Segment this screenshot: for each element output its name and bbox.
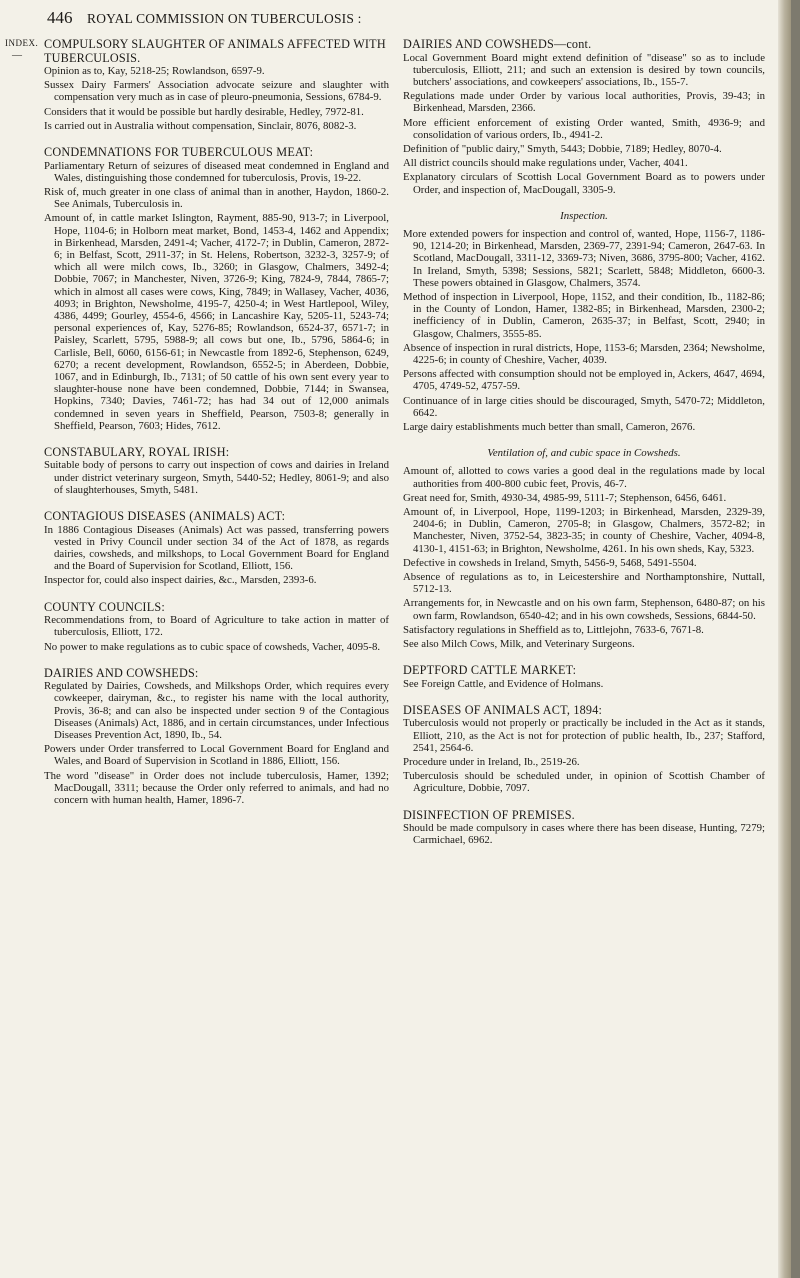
index-entry: More efficient enforcement of existing Order wanted, Smith, 4936-9; and consolidation of various orders, Ib., 4941-2. — [403, 116, 765, 141]
index-entry: Recommendations from, to Board of Agriculture to take action in matter of tuberculosis, Elliott, 172. — [44, 614, 389, 639]
section-heading: COMPULSORY SLAUGHTER OF ANIMALS AFFECTED WITH TUBERCULOSIS. — [44, 37, 386, 65]
index-entry: Local Government Board might extend definition of "disease" so as to include tuberculosis, Elliott, 211; and such an extension is desired by town councils, butchers' associations, and cowkeepers' associations, Ib., 155-7. — [403, 51, 765, 88]
index-section — [403, 447, 765, 650]
section-heading: DISEASES OF ANIMALS ACT, 1894: — [403, 702, 603, 717]
index-entry: Tuberculosis would not properly or practically be included in the Act as it stands, Elliott, 210, as the Act is not for protection of public health, Ib., 237; Stafford, 2541, 2564-6. — [403, 717, 765, 754]
index-section — [403, 210, 765, 433]
index-entry: Inspector for, could also inspect dairies, &c., Marsden, 2393-6. — [44, 574, 317, 587]
index-entry: No power to make regulations as to cubic space of cowsheds, Vacher, 4095-8. — [44, 640, 381, 653]
index-entry: Sussex Dairy Farmers' Association advocate seizure and slaughter with compensation very much as in case of pleuro-pneumonia, Sessions, 6784-9. — [44, 79, 389, 104]
index-entry: Amount of, in Liverpool, Hope, 1199-1203; in Birkenhead, Marsden, 2329-39, 2404-6; in Dublin, Cameron, 2705-8; in Glasgow, Chalmers, 3572-82; in Manchester, Niven, 3752-54, 3823-35; in county of Cheshire, Vacher, 4094-8, 4130-1, 4151-63; in Brighton, Newsholme, 4261. In his own sheds, Kay, 5323. — [403, 506, 765, 555]
section-heading: CONDEMNATIONS FOR TUBERCULOUS MEAT: — [44, 145, 314, 160]
index-entry: Arrangements for, in Newcastle and on his own farm, Stephenson, 6480-87; on his own farm, Rowlandson, 6540-42; and in his own cowsheds, Sessions, 6844-50. — [403, 597, 765, 622]
section-subheading: Ventilation of, and cubic space in Cowsheds. — [487, 447, 681, 460]
index-entry: Method of inspection in Liverpool, Hope, 1152, and their condition, Ib., 1182-86; in the County of London, Hamer, 1382-85; in Birkenhead, Marsden, 2300-2; inefficiency of in Dublin, Cameron, 2635-37; in Belfast, Scott, 2940; in Glasgow, Chalmers, 3555-85. — [403, 290, 765, 340]
index-section — [403, 809, 765, 847]
section-heading: COUNTY COUNCILS: — [44, 599, 165, 614]
index-entry: Persons affected with consumption should not be employed in, Ackers, 4647, 4694, 4705, 4749-52, 4757-59. — [403, 368, 765, 393]
index-entry: Regulated by Dairies, Cowsheds, and Milkshops Order, which requires every cowkeeper, dairyman, &c., to register his name with the local authority, Provis, 36-8; and can also be inspected under section 9 of the Contagious Diseases (Animals) Act, 1886, and in certain circumstances, under Infectious Diseases Prevention Act, 1890, Ib., 54. — [44, 680, 389, 742]
index-entry: Opinion as to, Kay, 5218-25; Rowlandson, 6597-9. — [44, 65, 265, 77]
index-section — [44, 146, 389, 432]
index-entry: Tuberculosis should be scheduled under, in opinion of Scottish Chamber of Agriculture, Dobbie, 7097. — [403, 770, 765, 795]
section-heading: DEPTFORD CATTLE MARKET: — [403, 663, 577, 678]
page-title: ROYAL COMMISSION ON TUBERCULOSIS : — [87, 11, 362, 26]
index-entry: Suitable body of persons to carry out inspection of cows and dairies in Ireland under district veterinary surgeon, Smyth, 5440-52; Hedley, 8061-9; and also of slaughterhouses, Smyth, 5481. — [44, 459, 389, 496]
index-entry: Satisfactory regulations in Sheffield as to, Littlejohn, 7633-6, 7671-8. — [403, 623, 704, 636]
index-entry: Is carried out in Australia without compensation, Sinclair, 8076, 8082-3. — [44, 119, 357, 132]
page-number: 446 — [47, 8, 73, 27]
section-heading: CONTAGIOUS DISEASES (ANIMALS) ACT: — [44, 509, 286, 524]
index-entry: Procedure under in Ireland, Ib., 2519-26. — [403, 756, 580, 769]
index-entry: Parliamentary Return of seizures of diseased meat condemned in England and Wales, distinguishing those condemned for tuberculosis, Provis, 19-22. — [44, 159, 389, 184]
index-section — [403, 38, 765, 196]
left-column — [44, 38, 389, 820]
page-edge-dark — [791, 0, 800, 1278]
index-entry: See Foreign Cattle, and Evidence of Holmans. — [403, 677, 604, 690]
index-entry: Amount of, allotted to cows varies a good deal in the regulations made by local authorities from 400-800 cubic feet, Provis, 46-7. — [403, 465, 765, 490]
index-entry: Powers under Order transferred to Local Government Board for England and Wales, and Board of Supervision in Scotland in 1886, Elliott, 156. — [44, 743, 389, 768]
index-entry: Considers that it would be possible but hardly desirable, Hedley, 7972-81. — [44, 105, 364, 118]
index-section — [44, 667, 389, 807]
index-label: INDEX. — [5, 38, 39, 48]
index-entry: Large dairy establishments much better than small, Cameron, 2676. — [403, 420, 696, 433]
index-section — [403, 664, 765, 690]
index-section — [44, 446, 389, 496]
index-entry: Absence of inspection in rural districts, Hope, 1153-6; Marsden, 2364; Newsholme, 4225-6; in county of Cheshire, Vacher, 4039. — [403, 341, 765, 366]
index-section — [44, 38, 389, 132]
section-heading: DAIRIES AND COWSHEDS: — [44, 665, 199, 680]
index-entry: The word "disease" in Order does not include tuberculosis, Hamer, 1392; MacDougall, 3311; because the Order only referred to animals, and had no concern with human health, Hamer, 1896-7. — [44, 769, 389, 807]
section-heading: CONSTABULARY, ROYAL IRISH: — [44, 444, 230, 459]
index-entry: More extended powers for inspection and control of, wanted, Hope, 1156-7, 1186-90, 1214-20; in Birkenhead, Marsden, 2369-77, 2391-94; Cameron, 2647-63. In Scotland, MacDougall, 3311-12, 3369-73; Niven, 3686, 3795-800; Vacher, 4162. In Ireland, Smyth, 5398; Sessions, 5821; Scarlett, 5848; Middleton, 6600-3. These powers obtained in Glasgow, Chalmers, 3574. — [403, 227, 765, 289]
section-subheading: Inspection. — [560, 209, 608, 222]
index-entry: Regulations made under Order by various local authorities, Provis, 39-43; in Birkenhead, Marsden, 2366. — [403, 90, 765, 115]
index-entry: All district councils should make regulations under, Vacher, 4041. — [403, 157, 688, 170]
index-section — [44, 601, 389, 653]
index-entry: In 1886 Contagious Diseases (Animals) Act was passed, transferring powers vested in Privy Council under section 34 of the Act of 1878, as regards dairies, cowsheds, and milkshops, to Local Government Board for England and the Board of Supervision for Scotland, Elliott, 156. — [44, 523, 389, 573]
section-heading: DISINFECTION OF PREMISES. — [403, 807, 575, 822]
index-entry: Defective in cowsheds in Ireland, Smyth, 5456-9, 5468, 5491-5504. — [403, 556, 697, 569]
index-entry: Amount of, in cattle market Islington, Rayment, 885-90, 913-7; in Liverpool, Hope, 1104-6; in Holborn meat market, Bond, 1453-4, 1462 and Appendix; in Birkenhead, Marsden, 2491-4; Vacher, 4172-7; in Dublin, Cameron, 2872-6; in Belfast, Scott, 2911-37; in St. Helens, Robertson, 3232-3, 3257-9; of which all were milch cows, Ib., 3260; in Glasgow, Chalmers, 3492-4; Dobbie, 7067; in Manchester, Niven, 3726-9; King, 7824-9, 7844, 7865-7; which in almost all cases were cows, King, 7849; in Wallasey, Vacher, 4036, 4093; in Brighton, Newsholme, 4195-7, 4250-4; in West Hartlepool, Wiley, 4386, 4499; Gourley, 4554-6, 4566; in Lancashire Kay, 5205-11, 5243-74; personal experiences of, Kay, 5276-85; Rowlandson, 6524-37, 6571-7; in Paisley, Scarlett, 5795, 5988-9; all cows but one, Ib., 5796, 5864-6; in Carlisle, Bell, 6060, 6156-61; in Newcastle from 1892-6, Stephenson, 6249, 6270; a recent development, Rowlandson, 6552-5; in Aberdeen, Dobbie, 1067, and in Edinburgh, Ib., 7131; of 50 cattle of his own sent every year to slaughter-house none have been condemned, Dobbie, 7144; in Swansea, Hopkins, 7340; Davies, 7461-72; has had 34 out of 12,000 animals condemned in seven years in Sheffield, Pearson, 7503-8; generally in Sheffield, Pearson, 7603; Hides, 7612. — [44, 212, 389, 432]
index-entry: Should be made compulsory in cases where there has been disease, Hunting, 7279; Carmichael, 6962. — [403, 822, 765, 847]
index-entry: Great need for, Smith, 4930-34, 4985-99, 5111-7; Stephenson, 6456, 6461. — [403, 491, 727, 504]
index-dash: — — [12, 50, 22, 61]
index-entry: Definition of "public dairy," Smyth, 5443; Dobbie, 7189; Hedley, 8070-4. — [403, 142, 722, 155]
index-entry: Explanatory circulars of Scottish Local Government Board as to powers under Order, and inspection of, MacDougall, 3305-9. — [403, 171, 765, 196]
index-section — [44, 510, 389, 587]
section-heading: DAIRIES AND COWSHEDS—cont. — [403, 37, 592, 51]
index-entry: Continuance of in large cities should be discouraged, Smyth, 5470-72; Middleton, 6642. — [403, 394, 765, 419]
index-entry: See also Milch Cows, Milk, and Veterinary Surgeons. — [403, 638, 635, 651]
index-entry: Risk of, much greater in one class of animal than in another, Haydon, 1860-2. See Animals, Tuberculosis in. — [44, 185, 389, 211]
right-column — [403, 38, 765, 861]
index-section — [403, 704, 765, 795]
index-entry: Absence of regulations as to, in Leicestershire and Northamptonshire, Nuttall, 5712-13. — [403, 571, 765, 596]
